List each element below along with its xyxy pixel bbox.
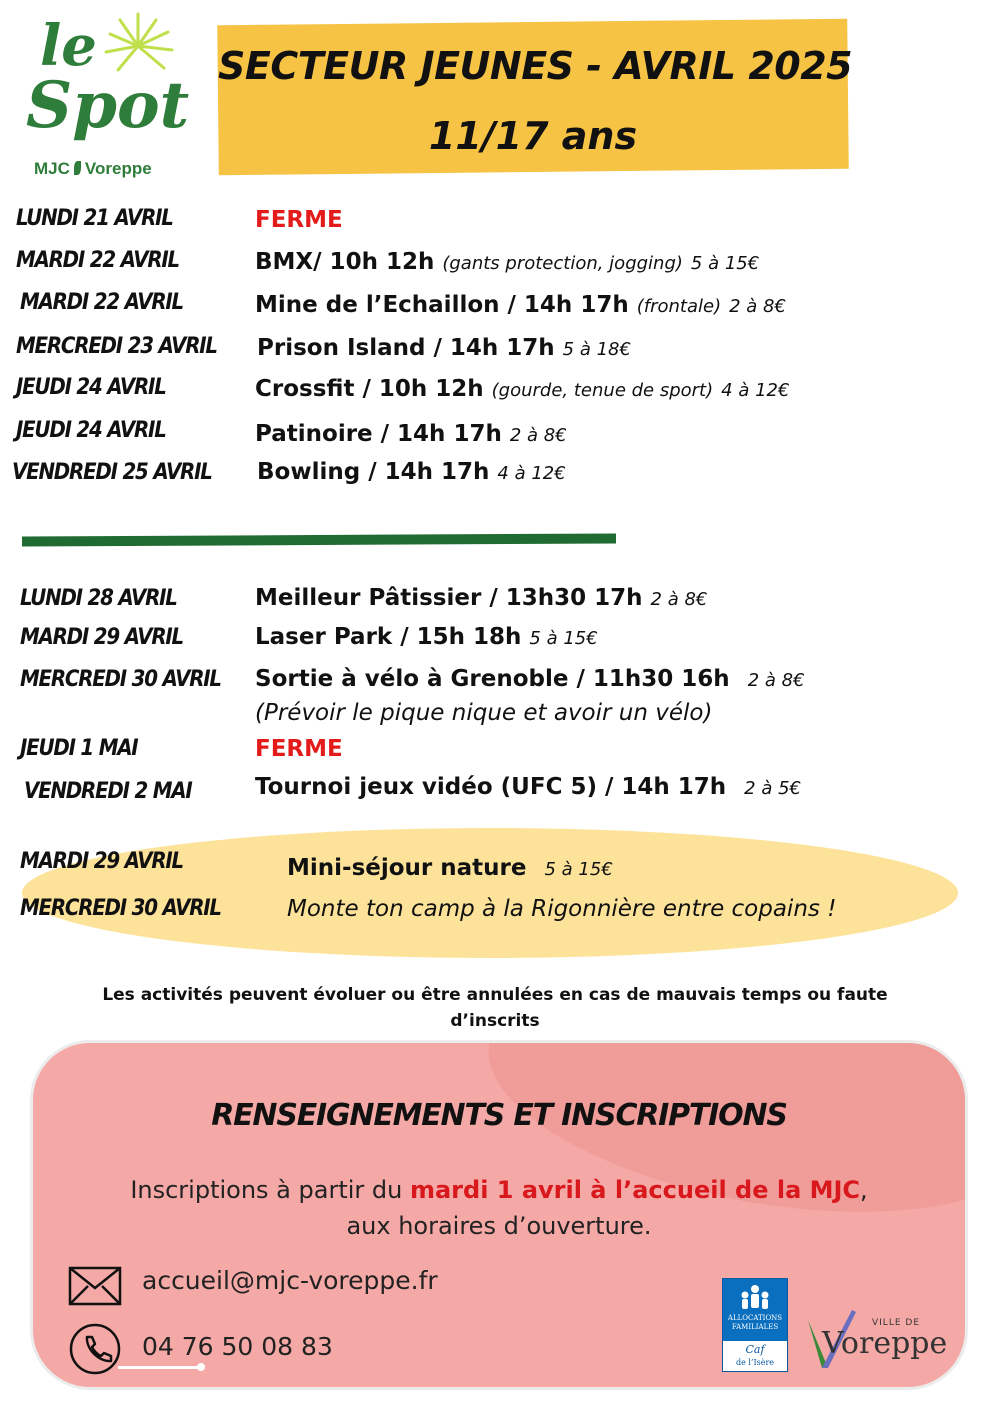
caf-name: Caf [745,1343,765,1356]
activity-row [257,337,631,360]
activity-row [255,378,789,401]
activity-name: Mine de l’Echaillon / 14h 17h [255,292,629,318]
ville-de-label: VILLE DE [872,1318,921,1328]
logo-caption-voreppe: Voreppe [84,159,152,178]
activity-name: Sortie à vélo à Grenoble / 11h30 16h [255,666,730,692]
caf-line1: ALLOCATIONS [727,1314,783,1322]
activity-name: Crossfit / 10h 12h [255,376,484,402]
caf-logo [722,1278,788,1372]
day-label: MARDI 29 AVRIL [20,849,183,874]
activity-price: 2 à 5€ [744,778,802,799]
day-label: MARDI 22 AVRIL [16,248,179,273]
activity-note: (frontale) [636,296,722,317]
logo-word-spot: Spot [26,68,190,143]
caf-emblem [723,1279,787,1341]
activity-price: 2 à 8€ [729,296,786,317]
sejour-description: Monte ton camp à la Rigonnière entre copains ! [287,896,837,922]
weather-disclaimer: Les activités peuvent évoluer ou être annulées en cas de mauvais temps ou faute d’inscrits [102,985,888,1032]
sejour-highlight [22,828,958,958]
day-label: MERCREDI 23 AVRIL [16,334,217,359]
day-label: LUNDI 21 AVRIL [16,206,173,231]
activity-row [255,587,707,610]
family-icon [723,1281,787,1315]
info-title: RENSEIGNEMENTS ET INSCRIPTIONS [211,1098,787,1133]
activity-closed: FERME [255,736,343,762]
sejour-title-row [287,857,613,880]
sejour-title: Mini-séjour nature [287,855,527,881]
day-label: MARDI 22 AVRIL [20,290,183,315]
activity-name: Bowling / 14h 17h [257,459,490,485]
activity-name: Meilleur Pâtissier / 13h30 17h [255,585,643,611]
info-text-start: Inscriptions à partir du [130,1176,410,1204]
day-label: VENDREDI 25 AVRIL [12,460,212,485]
activity-row [255,294,786,317]
day-label: LUNDI 28 AVRIL [20,586,177,611]
day-label: JEUDI 24 AVRIL [16,418,166,443]
activity-price: 2 à 8€ [747,670,805,691]
activity-name: Tournoi jeux vidéo (UFC 5) / 14h 17h [255,774,727,800]
page-title: SECTEUR JEUNES - AVRIL 2025 [218,44,853,88]
envelope-icon [68,1266,122,1306]
activity-name: Prison Island / 14h 17h [257,335,555,361]
day-label: VENDREDI 2 MAI [24,779,192,804]
day-label: MARDI 29 AVRIL [20,625,183,650]
activity-row [255,251,759,274]
activity-price: 2 à 8€ [650,589,708,610]
day-label: MERCREDI 30 AVRIL [20,896,221,921]
activity-price: 5 à 15€ [529,628,598,649]
day-label: JEUDI 1 MAI [20,736,138,761]
caf-region: de l’Isère [735,1358,775,1367]
day-label: JEUDI 24 AVRIL [16,375,166,400]
activity-row [255,626,598,649]
phone-icon [68,1322,122,1376]
activity-closed: FERME [255,207,343,233]
activity-note: (gourde, tenue de sport) [491,380,714,401]
phone-number[interactable]: 04 76 50 08 83 [142,1332,333,1361]
activity-name: Patinoire / 14h 17h [255,421,502,447]
activity-row [257,461,566,484]
email-address[interactable]: accueil@mjc-voreppe.fr [142,1266,438,1295]
activity-note: (Prévoir le pique nique et avoir un vélo) [255,700,713,726]
activity-note: (gants protection, jogging) [442,253,683,274]
section-divider [22,533,616,546]
logo-word-le: le [40,13,97,79]
caf-line2: FAMILIALES [731,1323,779,1331]
info-text-line2: aux horaires d’ouverture. [346,1212,652,1240]
activity-price: 4 à 12€ [497,463,566,484]
leaf-icon [74,161,81,175]
activity-row [255,423,567,446]
info-text [30,1172,968,1244]
info-text-end: , [860,1176,868,1204]
info-text-highlight: mardi 1 avril à l’accueil de la MJC [409,1176,861,1204]
underline-decoration [118,1366,198,1369]
activity-name: BMX/ 10h 12h [255,249,435,275]
activity-row [255,776,801,799]
day-label: MERCREDI 30 AVRIL [20,667,221,692]
activity-row [255,668,805,691]
activity-price: 2 à 8€ [509,425,567,446]
dot-decoration [197,1363,205,1371]
activity-name: Laser Park / 15h 18h [255,624,522,650]
activity-price: 5 à 18€ [562,339,631,360]
voreppe-name: Voreppe [822,1326,948,1361]
activity-price: 5 à 15€ [690,253,760,274]
age-range: 11/17 ans [428,114,638,158]
sejour-price: 5 à 15€ [544,859,613,880]
logo-caption [34,160,152,177]
logo-caption-mjc: MJC [34,159,70,178]
activity-price: 4 à 12€ [721,380,790,401]
